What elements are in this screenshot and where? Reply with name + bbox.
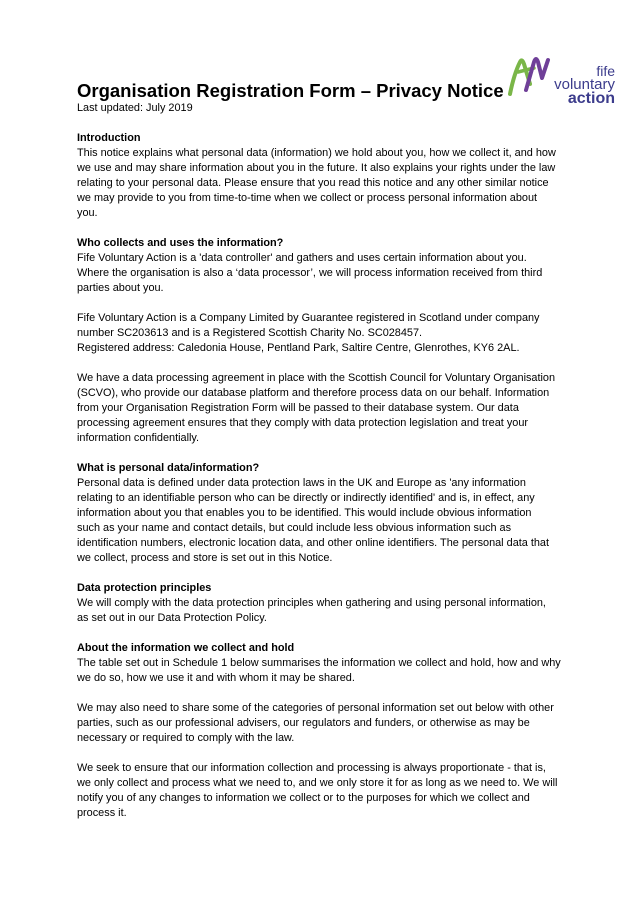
text-line: We may also need to share some of the categories of personal information set out below with other xyxy=(77,702,554,714)
text-line: Personal data is defined under data protection laws in the UK and Europe as 'any information xyxy=(77,477,526,489)
section-introduction xyxy=(77,131,567,221)
text-line: The table set out in Schedule 1 below summarises the information we collect and hold, how and why xyxy=(77,657,561,669)
text-line: relating to an identifiable person who can be directly or indirectly identified' and is, in effect, any xyxy=(77,492,535,504)
section-heading: Introduction xyxy=(77,132,141,144)
text-line: relating to your personal data. Please ensure that you read this notice and any other similar notice xyxy=(77,177,549,189)
section-personal-data xyxy=(77,461,567,566)
text-line: notify you of any changes to information we collect or to the purposes for which we collect and xyxy=(77,792,530,804)
logo-line-action: action xyxy=(567,90,615,107)
logo-line-fife: fife xyxy=(596,63,615,79)
section-heading: About the information we collect and hold xyxy=(77,642,295,654)
text-line: from your Organisation Registration Form will be passed to their database system. Our data xyxy=(77,402,519,414)
text-line: information about you that enables you to be identified. This would include obvious information xyxy=(77,507,532,519)
section-heading: Data protection principles xyxy=(77,582,212,594)
text-line: Registered address: Caledonia House, Pentland Park, Saltire Centre, Glenrothes, KY6 2AL. xyxy=(77,342,520,354)
paragraph xyxy=(77,596,567,626)
section-principles xyxy=(77,581,567,626)
text-line: information confidentially. xyxy=(77,432,200,444)
paragraph xyxy=(77,476,567,566)
text-line: as set out in our Data Protection Policy. xyxy=(77,612,267,624)
text-line: We have a data processing agreement in place with the Scottish Council for Voluntary Organisation xyxy=(77,372,556,384)
text-line: This notice explains what personal data (information) we hold about you, how we collect it, and how xyxy=(77,147,556,159)
text-line: parties, such as our professional advisers, our regulators and funders, or otherwise as may be xyxy=(77,717,530,729)
text-line: identification numbers, electronic location data, and other online identifiers. The personal data that xyxy=(77,537,550,549)
text-line: we may provide to you from time-to-time when we collect or process personal information about xyxy=(77,192,538,204)
text-line: necessary or required to comply with the law. xyxy=(77,732,295,744)
paragraph xyxy=(77,701,567,746)
notice-body xyxy=(77,131,567,836)
paragraph xyxy=(77,656,567,686)
text-line: We will comply with the data protection principles when gathering and using personal information, xyxy=(77,597,546,609)
paragraph xyxy=(77,146,567,221)
section-heading: What is personal data/information? xyxy=(77,462,260,474)
text-line: such as your name and contact details, but could include less obvious information such as xyxy=(77,522,512,534)
section-heading: Who collects and uses the information? xyxy=(77,237,284,249)
text-line: we only collect and process what we need to, and we only store it for as long as we need to. We will xyxy=(77,777,558,789)
text-line: you. xyxy=(77,207,98,219)
paragraph xyxy=(77,311,567,356)
text-line: parties about you. xyxy=(77,282,164,294)
logo-wordmark xyxy=(520,64,615,106)
text-line: process it. xyxy=(77,807,127,819)
text-line: we collect, process and store is set out in this Notice. xyxy=(77,552,333,564)
section-about-information xyxy=(77,641,567,821)
text-line: we do so, how we use it and with whom it may be shared. xyxy=(77,672,355,684)
paragraph xyxy=(77,251,567,296)
text-line: (SCVO), who provide our database platform and therefore process data on our behalf. Information xyxy=(77,387,550,399)
text-line: Fife Voluntary Action is a 'data controller' and gathers and uses certain information about you. xyxy=(77,252,527,264)
logo-line-voluntary: voluntary xyxy=(554,76,615,93)
text-line: We seek to ensure that our information collection and processing is always proportionate - that is, xyxy=(77,762,546,774)
paragraph xyxy=(77,371,567,446)
last-updated: Last updated: July 2019 xyxy=(77,102,193,114)
text-line: processing agreement ensures that they comply with data protection legislation and treat your xyxy=(77,417,529,429)
text-line: Where the organisation is also a ‘data processor’, we will process information received from third xyxy=(77,267,543,279)
section-who-collects xyxy=(77,236,567,446)
text-line: Fife Voluntary Action is a Company Limited by Guarantee registered in Scotland under company xyxy=(77,312,540,324)
text-line: number SC203613 and is a Registered Scottish Charity No. SC028457. xyxy=(77,327,423,339)
text-line: we use and may share information about you in the future. It also explains your rights under the law xyxy=(77,162,556,174)
page-title: Organisation Registration Form – Privacy Notice xyxy=(77,80,504,101)
paragraph xyxy=(77,761,567,821)
